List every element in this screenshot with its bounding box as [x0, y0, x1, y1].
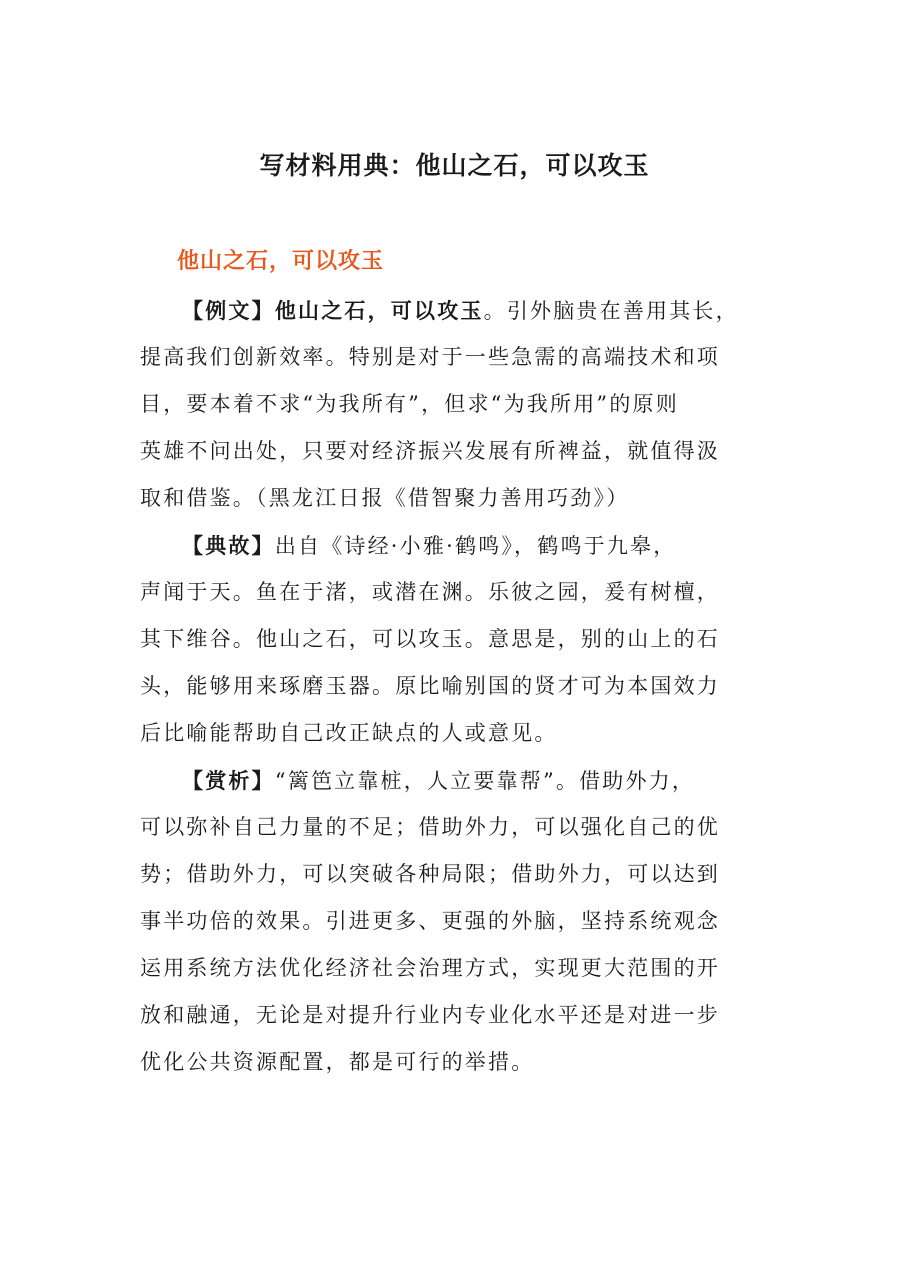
appreciation-tag: 【赏析】 — [182, 768, 275, 793]
appreciation-line-3: 势；借助外力，可以突破各种局限；借助外力，可以达到 — [140, 862, 720, 886]
example-section — [140, 287, 800, 522]
allusion-section — [140, 522, 800, 757]
example-bold-lead: 他山之石，可以攻玉 — [274, 298, 484, 323]
appreciation-line-2: 可以弥补自己力量的不足；借助外力，可以强化自己的优 — [140, 815, 720, 839]
appreciation-section — [140, 757, 800, 1086]
appreciation-line-4: 事半功倍的效果。引进更多、更强的外脑，坚持系统观念 — [140, 909, 720, 933]
allusion-line-text: 出自《诗经·小雅·鹤鸣》，鹤鸣于九皋， — [274, 534, 677, 558]
section-heading: 他山之石，可以攻玉 — [177, 248, 385, 274]
example-line-1 — [140, 287, 800, 334]
document-title: 写材料用典：他山之石，可以攻玉 — [259, 151, 650, 180]
example-tag: 【例文】 — [182, 298, 275, 323]
example-line-3: 目，要本着不求“为我所有”，但求“为我所用”的原则 — [140, 392, 679, 416]
appreciation-line-5: 运用系统方法优化经济社会治理方式，实现更大范围的开 — [140, 956, 720, 980]
allusion-line-3: 其下维谷。他山之石，可以攻玉。意思是，别的山上的石 — [140, 627, 720, 651]
appreciation-line-1 — [140, 757, 800, 804]
allusion-line-4: 头，能够用来琢磨玉器。原比喻别国的贤才可为本国效力 — [140, 674, 720, 698]
appreciation-line-text: “篱笆立靠桩，人立要靠帮”。借助外力， — [274, 769, 696, 793]
allusion-line-2: 声闻于天。鱼在于渚，或潜在渊。乐彼之园，爰有树檀， — [140, 580, 720, 604]
appreciation-line-7: 优化公共资源配置，都是可行的举措。 — [140, 1050, 535, 1074]
example-line-2: 提高我们创新效率。特别是对于一些急需的高端技术和项 — [140, 345, 720, 369]
appreciation-line-6: 放和融通，无论是对提升行业内专业化水平还是对进一步 — [140, 1003, 720, 1027]
allusion-line-5: 后比喻能帮助自己改正缺点的人或意见。 — [140, 721, 558, 745]
allusion-line-1 — [140, 522, 800, 569]
example-line-5: 取和借鉴。（黑龙江日报《借智聚力善用巧劲》） — [140, 486, 630, 510]
example-line-4: 英雄不问出处，只要对经济振兴发展有所裨益，就值得汲 — [140, 439, 720, 463]
document-body — [140, 287, 800, 1086]
example-line-text: 。引外脑贵在善用其长， — [483, 299, 739, 323]
allusion-tag: 【典故】 — [182, 533, 275, 558]
